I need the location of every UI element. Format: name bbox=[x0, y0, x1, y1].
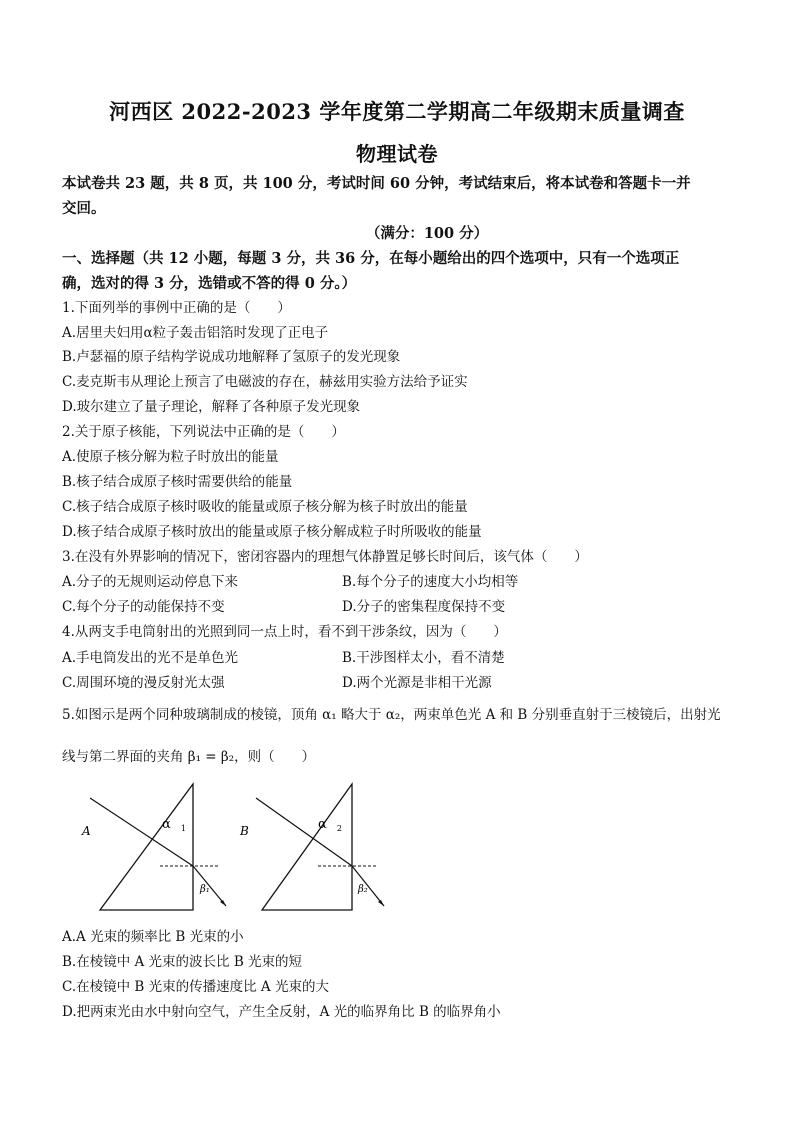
intro-line-2: 交回。 bbox=[62, 200, 106, 217]
intro-line-1: 本试卷共 23 题，共 8 页，共 100 分，考试时间 60 分钟，考试结束后，将本试卷和答题卡一并 bbox=[62, 175, 691, 192]
question-1-option-a: A.居里夫妇用α粒子轰击铝箔时发现了正电子 bbox=[62, 325, 329, 341]
question-5-stem-line-1: 5.如图示是两个同种玻璃制成的棱镜，顶角 α₁ 略大于 α₂，两束单色光 A 和 B 分别垂直射于三棱镜后，出射光 bbox=[62, 707, 721, 723]
section-heading-line-2: 确，选对的得 3 分，选错或不答的得 0 分。） bbox=[62, 275, 357, 292]
question-1-option-c: C.麦克斯韦从理论上预言了电磁波的存在，赫兹用实验方法给予证实 bbox=[62, 374, 468, 390]
question-4-option-d: D.两个光源是非相干光源 bbox=[342, 675, 492, 691]
question-2-option-a: A.使原子核分解为粒子时放出的能量 bbox=[62, 449, 279, 465]
prism-a bbox=[81, 784, 226, 910]
exam-subtitle: 物理试卷 bbox=[356, 142, 438, 166]
alpha-2-symbol: α bbox=[318, 817, 327, 832]
prism-b bbox=[239, 784, 384, 910]
question-5-stem-line-2: 线与第二界面的夹角 β₁ = β₂，则（ ） bbox=[62, 749, 316, 765]
question-2-option-c: C.核子结合成原子核时吸收的能量或原子核分解为核子时放出的能量 bbox=[62, 499, 468, 515]
question-3-option-a: A.分子的无规则运动停息下来 bbox=[62, 574, 239, 590]
question-2-option-d: D.核子结合成原子核时放出的能量或原子核分解成粒子时所吸收的能量 bbox=[62, 524, 482, 540]
beta-2-label: β₂ bbox=[358, 884, 368, 895]
question-1-option-b: B.卢瑟福的原子结构学说成功地解释了氢原子的发光现象 bbox=[62, 349, 401, 365]
question-4-option-a: A.手电筒发出的光不是单色光 bbox=[62, 650, 239, 666]
question-5-option-a: A.A 光束的频率比 B 光束的小 bbox=[62, 929, 244, 945]
alpha-2-label bbox=[318, 817, 342, 833]
question-5-option-b: B.在棱镜中 A 光束的波长比 B 光束的短 bbox=[62, 954, 303, 970]
alpha-1-symbol: α bbox=[162, 817, 171, 832]
question-1-option-d: D.玻尔建立了量子理论，解释了各种原子发光现象 bbox=[62, 399, 361, 415]
question-5-option-d: D.把两束光由水中射向空气，产生全反射，A 光的临界角比 B 的临界角小 bbox=[62, 1004, 501, 1020]
question-3-option-d: D.分子的密集程度保持不变 bbox=[342, 599, 506, 615]
question-4-stem: 4.从两支手电筒射出的光照到同一点上时，看不到干涉条纹，因为（ ） bbox=[62, 624, 507, 640]
full-score: （满分：100 分） bbox=[365, 225, 489, 242]
prism-b-label: B bbox=[240, 824, 249, 838]
prism-figure bbox=[60, 780, 400, 920]
question-2-stem: 2.关于原子核能，下列说法中正确的是（ ） bbox=[62, 424, 345, 440]
question-5-option-c: C.在棱镜中 B 光束的传播速度比 A 光束的大 bbox=[62, 979, 329, 995]
prism-a-label: A bbox=[82, 824, 91, 838]
question-1-stem: 1.下面列举的事例中正确的是（ ） bbox=[62, 300, 291, 316]
exam-title: 河西区 2022-2023 学年度第二学期高二年级期末质量调查 bbox=[109, 99, 685, 124]
alpha-2-subscript: 2 bbox=[336, 824, 343, 833]
alpha-1-subscript: 1 bbox=[180, 824, 187, 833]
question-3-option-c: C.每个分子的动能保持不变 bbox=[62, 599, 225, 615]
question-3-option-b: B.每个分子的速度大小均相等 bbox=[342, 574, 519, 590]
alpha-1-label bbox=[162, 817, 186, 833]
question-2-option-b: B.核子结合成原子核时需要供给的能量 bbox=[62, 474, 293, 490]
beta-1-label: β₁ bbox=[200, 884, 210, 895]
question-3-stem: 3.在没有外界影响的情况下，密闭容器内的理想气体静置足够长时间后，该气体（ ） bbox=[62, 549, 588, 565]
section-heading-line-1: 一、选择题（共 12 小题，每题 3 分，共 36 分，在每小题给出的四个选项中，只有一个选项正 bbox=[62, 250, 680, 267]
question-4-option-c: C.周围环境的漫反射光太强 bbox=[62, 675, 225, 691]
question-4-option-b: B.干涉图样太小，看不清楚 bbox=[342, 650, 505, 666]
